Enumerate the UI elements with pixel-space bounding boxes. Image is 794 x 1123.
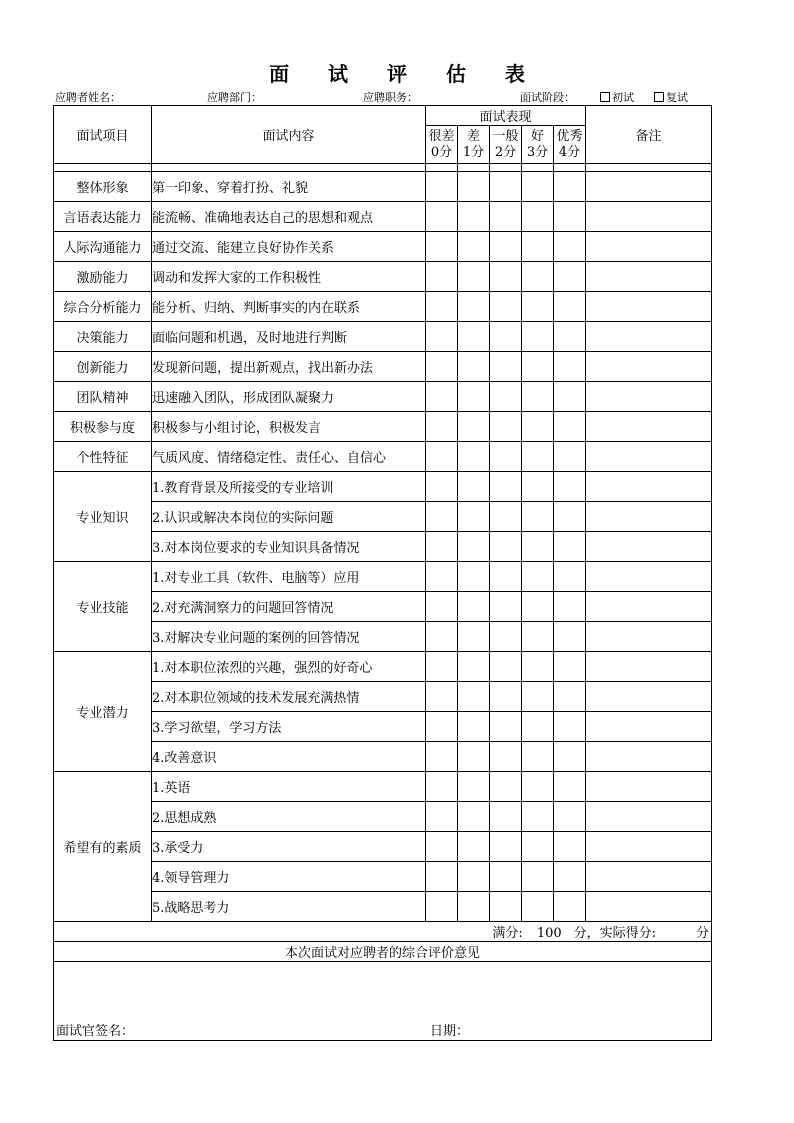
score-cell[interactable] [426, 382, 458, 412]
score-cell[interactable] [490, 322, 522, 352]
score-cell[interactable] [426, 562, 458, 592]
score-cell[interactable] [490, 772, 522, 802]
score-cell[interactable] [458, 292, 490, 322]
remarks-cell[interactable] [586, 772, 712, 802]
score-cell[interactable] [458, 682, 490, 712]
remarks-cell[interactable] [586, 862, 712, 892]
score-cell[interactable] [458, 202, 490, 232]
remarks-cell[interactable] [586, 262, 712, 292]
score-cell[interactable] [458, 442, 490, 472]
applicant-name-label: 应聘者姓名： [55, 91, 121, 104]
score-cell[interactable] [554, 682, 586, 712]
score-cell[interactable] [554, 352, 586, 382]
remarks-cell[interactable] [586, 712, 712, 742]
stage-option-first[interactable]: 初试 [600, 89, 634, 105]
score-cell[interactable] [490, 682, 522, 712]
score-cell[interactable] [554, 532, 586, 562]
score-row [54, 922, 712, 942]
score-cell[interactable] [458, 472, 490, 502]
item-name: 激励能力 [54, 262, 152, 292]
score-cell[interactable] [426, 802, 458, 832]
overall-comment-row [54, 962, 712, 1041]
group-item-name: 专业技能 [54, 562, 152, 652]
remarks-cell[interactable] [586, 292, 712, 322]
remarks-cell[interactable] [586, 682, 712, 712]
score-cell[interactable] [554, 382, 586, 412]
item-content: 1.对本职位浓烈的兴趣，强烈的好奇心 [152, 652, 426, 682]
score-cell[interactable] [490, 892, 522, 922]
item-content: 2.认识或解决本岗位的实际问题 [152, 502, 426, 532]
table-row [54, 262, 712, 292]
item-content: 2.思想成熟 [152, 802, 426, 832]
score-cell[interactable] [522, 712, 554, 742]
item-content: 3.学习欲望，学习方法 [152, 712, 426, 742]
item-content: 4.改善意识 [152, 742, 426, 772]
item-name: 团队精神 [54, 382, 152, 412]
score-cell[interactable] [458, 532, 490, 562]
overall-comment-area[interactable] [54, 962, 712, 1041]
level-name: 好 [530, 128, 544, 144]
score-cell[interactable] [490, 172, 522, 202]
score-cell[interactable] [522, 202, 554, 232]
item-content: 气质风度、情绪稳定性、责任心、自信心 [152, 442, 426, 472]
table-row [54, 472, 712, 502]
item-content: 3.承受力 [152, 832, 426, 862]
item-content: 能分析、归纳、判断事实的内在联系 [152, 292, 426, 322]
score-cell[interactable] [458, 562, 490, 592]
table-row [54, 802, 712, 832]
header-level [522, 126, 554, 164]
score-cell[interactable] [522, 412, 554, 442]
score-cell[interactable] [426, 652, 458, 682]
item-name: 言语表达能力 [54, 202, 152, 232]
header-content: 面试内容 [152, 106, 426, 164]
table-row [54, 712, 712, 742]
score-cell[interactable] [522, 442, 554, 472]
score-cell[interactable] [522, 682, 554, 712]
item-content: 发现新问题，提出新观点，找出新办法 [152, 352, 426, 382]
score-cell[interactable] [426, 892, 458, 922]
stage-option-second[interactable]: 复试 [654, 89, 688, 105]
table-row [54, 772, 712, 802]
header-item: 面试项目 [54, 106, 152, 164]
score-cell[interactable] [426, 532, 458, 562]
table-row [54, 562, 712, 592]
score-cell[interactable] [458, 172, 490, 202]
interviewer-signature-label: 面试官签名： [56, 1024, 135, 1039]
score-cell[interactable] [458, 322, 490, 352]
table-row [54, 742, 712, 772]
score-cell[interactable] [522, 532, 554, 562]
score-cell[interactable] [522, 892, 554, 922]
score-cell[interactable] [554, 622, 586, 652]
table-row [54, 652, 712, 682]
remarks-cell[interactable] [586, 442, 712, 472]
score-cell[interactable] [490, 592, 522, 622]
table-row [54, 412, 712, 442]
checkbox-icon[interactable] [600, 92, 610, 102]
score-cell[interactable] [522, 232, 554, 262]
table-row [54, 892, 712, 922]
item-content: 5.战略思考力 [152, 892, 426, 922]
score-cell[interactable] [554, 892, 586, 922]
header-level [426, 126, 458, 164]
score-cell[interactable] [426, 862, 458, 892]
score-cell[interactable] [426, 682, 458, 712]
remarks-cell[interactable] [586, 592, 712, 622]
department-label: 应聘部门： [207, 91, 262, 104]
score-cell[interactable] [458, 802, 490, 832]
score-cell[interactable] [490, 562, 522, 592]
score-cell[interactable] [522, 772, 554, 802]
score-cell[interactable] [554, 562, 586, 592]
score-cell[interactable] [522, 742, 554, 772]
score-cell[interactable] [522, 472, 554, 502]
score-cell[interactable] [554, 862, 586, 892]
score-cell[interactable] [490, 232, 522, 262]
score-cell[interactable] [554, 742, 586, 772]
table-row [54, 532, 712, 562]
item-content: 3.对本岗位要求的专业知识具备情况 [152, 532, 426, 562]
score-cell[interactable] [554, 202, 586, 232]
score-cell[interactable] [458, 622, 490, 652]
level-score: 0分 [430, 144, 453, 160]
full-score-label: 满分: [492, 926, 523, 941]
score-cell[interactable] [458, 862, 490, 892]
score-cell[interactable] [522, 172, 554, 202]
score-cell[interactable] [458, 592, 490, 622]
level-score: 2分 [494, 144, 517, 160]
spacer-row [54, 164, 712, 172]
level-score: 3分 [526, 144, 549, 160]
score-cell[interactable] [426, 832, 458, 862]
table-row [54, 352, 712, 382]
header-level [554, 126, 586, 164]
score-cell[interactable] [522, 352, 554, 382]
score-cell[interactable] [426, 232, 458, 262]
score-cell[interactable] [554, 232, 586, 262]
remarks-cell[interactable] [586, 892, 712, 922]
remarks-cell[interactable] [586, 202, 712, 232]
remarks-cell[interactable] [586, 322, 712, 352]
score-cell[interactable] [554, 502, 586, 532]
item-content: 3.对解决专业问题的案例的回答情况 [152, 622, 426, 652]
header-remarks: 备注 [586, 106, 712, 164]
score-cell[interactable] [554, 172, 586, 202]
level-name: 一般 [492, 128, 519, 144]
score-cell[interactable] [554, 412, 586, 442]
checkbox-icon[interactable] [654, 92, 664, 102]
score-cell[interactable] [490, 412, 522, 442]
remarks-cell[interactable] [586, 382, 712, 412]
score-cell[interactable] [426, 352, 458, 382]
score-cell[interactable] [522, 592, 554, 622]
table-row [54, 382, 712, 412]
score-unit: 分 [696, 926, 710, 941]
item-name: 人际沟通能力 [54, 232, 152, 262]
score-cell[interactable] [458, 412, 490, 442]
header-performance: 面试表现 [426, 106, 586, 126]
item-content: 迅速融入团队，形成团队凝聚力 [152, 382, 426, 412]
score-cell[interactable] [522, 292, 554, 322]
score-cell[interactable] [490, 502, 522, 532]
score-cell[interactable] [458, 232, 490, 262]
score-cell[interactable] [490, 712, 522, 742]
item-content: 第一印象、穿着打扮、礼貌 [152, 172, 426, 202]
table-row [54, 832, 712, 862]
remarks-cell[interactable] [586, 412, 712, 442]
item-content: 1.对专业工具（软件、电脑等）应用 [152, 562, 426, 592]
group-item-name: 希望有的素质 [54, 772, 152, 922]
score-cell[interactable] [490, 832, 522, 862]
position-label: 应聘职务： [363, 91, 418, 104]
evaluation-table [53, 105, 712, 1041]
score-cell[interactable] [490, 472, 522, 502]
overall-label-row [54, 942, 712, 962]
score-cell[interactable] [554, 802, 586, 832]
score-cell[interactable] [490, 202, 522, 232]
score-cell[interactable] [426, 742, 458, 772]
score-cell[interactable] [458, 352, 490, 382]
score-cell[interactable] [458, 742, 490, 772]
score-cell[interactable] [490, 652, 522, 682]
score-cell[interactable] [522, 802, 554, 832]
remarks-cell[interactable] [586, 232, 712, 262]
table-row [54, 442, 712, 472]
score-cell[interactable] [490, 442, 522, 472]
score-cell[interactable] [522, 832, 554, 862]
table-row [54, 622, 712, 652]
remarks-cell[interactable] [586, 562, 712, 592]
remarks-cell[interactable] [586, 622, 712, 652]
score-cell[interactable] [490, 622, 522, 652]
score-cell[interactable] [554, 712, 586, 742]
item-name: 综合分析能力 [54, 292, 152, 322]
level-score: 1分 [462, 144, 485, 160]
score-cell[interactable] [426, 592, 458, 622]
remarks-cell[interactable] [586, 472, 712, 502]
score-cell[interactable] [490, 862, 522, 892]
remarks-cell[interactable] [586, 832, 712, 862]
score-cell[interactable] [522, 622, 554, 652]
score-cell[interactable] [490, 742, 522, 772]
score-cell[interactable] [426, 712, 458, 742]
full-score-value: 100 [536, 926, 562, 941]
score-cell[interactable] [426, 202, 458, 232]
score-cell[interactable] [554, 772, 586, 802]
item-content: 通过交流、能建立良好协作关系 [152, 232, 426, 262]
item-content: 1.英语 [152, 772, 426, 802]
item-name: 积极参与度 [54, 412, 152, 442]
table-row [54, 232, 712, 262]
level-score: 4分 [558, 144, 581, 160]
score-cell[interactable] [426, 292, 458, 322]
item-content: 2.对充满洞察力的问题回答情况 [152, 592, 426, 622]
score-cell[interactable] [426, 472, 458, 502]
actual-score-label: 分，实际得分: [573, 926, 657, 941]
score-cell[interactable] [426, 262, 458, 292]
score-cell[interactable] [554, 592, 586, 622]
score-cell[interactable] [522, 562, 554, 592]
score-cell[interactable] [554, 652, 586, 682]
remarks-cell[interactable] [586, 352, 712, 382]
item-name: 创新能力 [54, 352, 152, 382]
score-cell[interactable] [426, 172, 458, 202]
remarks-cell[interactable] [586, 502, 712, 532]
score-cell[interactable] [458, 832, 490, 862]
item-content: 调动和发挥大家的工作积极性 [152, 262, 426, 292]
score-cell[interactable] [458, 712, 490, 742]
score-cell[interactable] [522, 862, 554, 892]
level-name: 很差 [428, 128, 455, 144]
table-row [54, 322, 712, 352]
score-summary [54, 922, 712, 942]
table-row [54, 862, 712, 892]
date-label: 日期： [430, 1024, 470, 1039]
item-content: 4.领导管理力 [152, 862, 426, 892]
group-item-name: 专业知识 [54, 472, 152, 562]
score-cell[interactable] [458, 892, 490, 922]
score-cell[interactable] [522, 502, 554, 532]
score-cell[interactable] [522, 652, 554, 682]
score-cell[interactable] [458, 382, 490, 412]
score-cell[interactable] [554, 472, 586, 502]
score-cell[interactable] [490, 352, 522, 382]
remarks-cell[interactable] [586, 652, 712, 682]
table-row [54, 292, 712, 322]
item-content: 积极参与小组讨论，积极发言 [152, 412, 426, 442]
remarks-cell[interactable] [586, 802, 712, 832]
score-cell[interactable] [554, 262, 586, 292]
score-cell[interactable] [490, 532, 522, 562]
score-cell[interactable] [458, 772, 490, 802]
item-content: 面临问题和机遇，及时地进行判断 [152, 322, 426, 352]
item-content: 1.教育背景及所接受的专业培训 [152, 472, 426, 502]
table-row [54, 202, 712, 232]
score-cell[interactable] [490, 262, 522, 292]
score-cell[interactable] [554, 322, 586, 352]
score-cell[interactable] [490, 802, 522, 832]
score-cell[interactable] [426, 622, 458, 652]
remarks-cell[interactable] [586, 742, 712, 772]
table-row [54, 592, 712, 622]
score-cell[interactable] [426, 502, 458, 532]
score-cell[interactable] [458, 502, 490, 532]
score-cell[interactable] [426, 412, 458, 442]
table-row [54, 172, 712, 202]
score-cell[interactable] [554, 442, 586, 472]
interview-stage-label: 面试阶段： [520, 91, 575, 104]
table-row [54, 502, 712, 532]
score-cell[interactable] [522, 322, 554, 352]
score-cell[interactable] [490, 292, 522, 322]
score-cell[interactable] [426, 322, 458, 352]
score-cell[interactable] [458, 652, 490, 682]
remarks-cell[interactable] [586, 172, 712, 202]
score-cell[interactable] [522, 262, 554, 292]
score-cell[interactable] [554, 292, 586, 322]
item-content: 2.对本职位领域的技术发展充满热情 [152, 682, 426, 712]
table-row [54, 682, 712, 712]
level-name: 差 [466, 128, 480, 144]
overall-evaluation-label: 本次面试对应聘者的综合评价意见 [54, 942, 712, 962]
score-cell[interactable] [490, 382, 522, 412]
page-title: 面 试 评 估 表 [269, 62, 541, 86]
group-item-name: 专业潜力 [54, 652, 152, 772]
score-cell[interactable] [426, 442, 458, 472]
header-level [490, 126, 522, 164]
item-name: 个性特征 [54, 442, 152, 472]
score-cell[interactable] [522, 382, 554, 412]
remarks-cell[interactable] [586, 532, 712, 562]
header-level [458, 126, 490, 164]
item-name: 整体形象 [54, 172, 152, 202]
item-name: 决策能力 [54, 322, 152, 352]
score-cell[interactable] [458, 262, 490, 292]
score-cell[interactable] [426, 772, 458, 802]
level-name: 优秀 [556, 128, 583, 144]
item-content: 能流畅、准确地表达自己的思想和观点 [152, 202, 426, 232]
score-cell[interactable] [554, 832, 586, 862]
